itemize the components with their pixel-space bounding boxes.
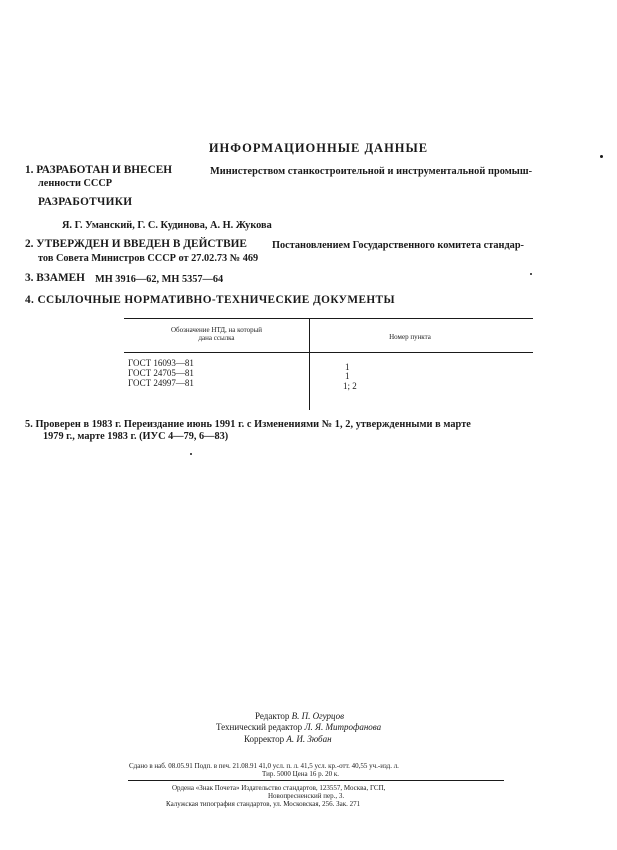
table-row-item: 1 bbox=[345, 371, 350, 381]
table-top-rule bbox=[124, 318, 533, 319]
developers-heading: РАЗРАБОТЧИКИ bbox=[38, 196, 133, 208]
table-row-doc: ГОСТ 24705—81 bbox=[128, 368, 194, 378]
section1-heading: 1. РАЗРАБОТАН И ВНЕСЕН bbox=[25, 164, 173, 176]
tech-editor-line bbox=[216, 722, 381, 732]
col1-header-line1: Обозначение НТД, на который bbox=[170, 326, 263, 334]
table-column-divider bbox=[309, 318, 310, 410]
table-row-doc: ГОСТ 24997—81 bbox=[128, 378, 194, 388]
imprint-line2: Тир. 5000 Цена 16 р. 20 к. bbox=[262, 770, 340, 778]
section1-text-line2: ленности СССР bbox=[38, 178, 113, 189]
tech-editor-label: Технический редактор bbox=[216, 722, 303, 732]
col1-header-line2: дана ссылка bbox=[198, 334, 235, 342]
imprint-line1: Сдано в наб. 08.05.91 Подп. в печ. 21.08.91 41,0 усл. п. л. 41,5 усл. кр.-отт. 40,55 уч.-изд. л. bbox=[129, 762, 399, 770]
print-speck bbox=[530, 273, 532, 275]
section2-text-line1: Постановлением Государственного комитета стандар- bbox=[272, 240, 524, 251]
imprint-divider bbox=[128, 780, 504, 781]
editor-name: В. П. Огурцов bbox=[291, 711, 345, 721]
corrector-line bbox=[244, 734, 332, 744]
corrector-name: А. И. Зюбан bbox=[286, 734, 332, 744]
section1-text-line1: Министерством станкостроительной и инструментальной промыш- bbox=[210, 166, 533, 177]
tech-editor-name: Л. Я. Митрофанова bbox=[304, 722, 382, 732]
page-title: ИНФОРМАЦИОННЫЕ ДАННЫЕ bbox=[208, 141, 429, 155]
section2-heading: 2. УТВЕРЖДЕН И ВВЕДЕН В ДЕЙСТВИЕ bbox=[25, 238, 247, 250]
section5-line1: 5. Проверен в 1983 г. Переиздание июнь 1991 г. с Изменениями № 1, 2, утвержденными в марте bbox=[25, 419, 471, 430]
table-row-doc: ГОСТ 16093—81 bbox=[128, 358, 194, 368]
col2-header: Номер пункта bbox=[389, 333, 431, 341]
editor-line bbox=[255, 711, 344, 721]
section2-text-line2: тов Совета Министров СССР от 27.02.73 № 469 bbox=[38, 253, 259, 264]
print-speck bbox=[600, 155, 603, 158]
section3-heading: 3. ВЗАМЕН bbox=[25, 272, 85, 284]
section5-line2: 1979 г., марте 1983 г. (ИУС 4—79, 6—83) bbox=[43, 431, 229, 442]
table-row-item: 1 bbox=[345, 362, 350, 372]
corrector-label: Корректор bbox=[244, 734, 285, 744]
imprint-line4: Новопресненский пер., 3. bbox=[268, 792, 345, 800]
table-row-item: 1; 2 bbox=[343, 381, 357, 391]
section4-heading: 4. ССЫЛОЧНЫЕ НОРМАТИВНО-ТЕХНИЧЕСКИЕ ДОКУМЕНТЫ bbox=[25, 294, 395, 306]
imprint-line3: Ордена «Знак Почета» Издательство стандартов, 123557, Москва, ГСП, bbox=[172, 784, 386, 792]
developers-names: Я. Г. Уманский, Г. С. Кудинова, А. Н. Жукова bbox=[62, 220, 272, 231]
table-header-rule bbox=[124, 352, 533, 353]
section3-text: МН 3916—62, МН 5357—64 bbox=[95, 274, 224, 285]
editor-label: Редактор bbox=[255, 711, 290, 721]
print-speck bbox=[190, 453, 192, 455]
imprint-line5: Калужская типография стандартов, ул. Московская, 256. Зак. 271 bbox=[166, 800, 361, 808]
